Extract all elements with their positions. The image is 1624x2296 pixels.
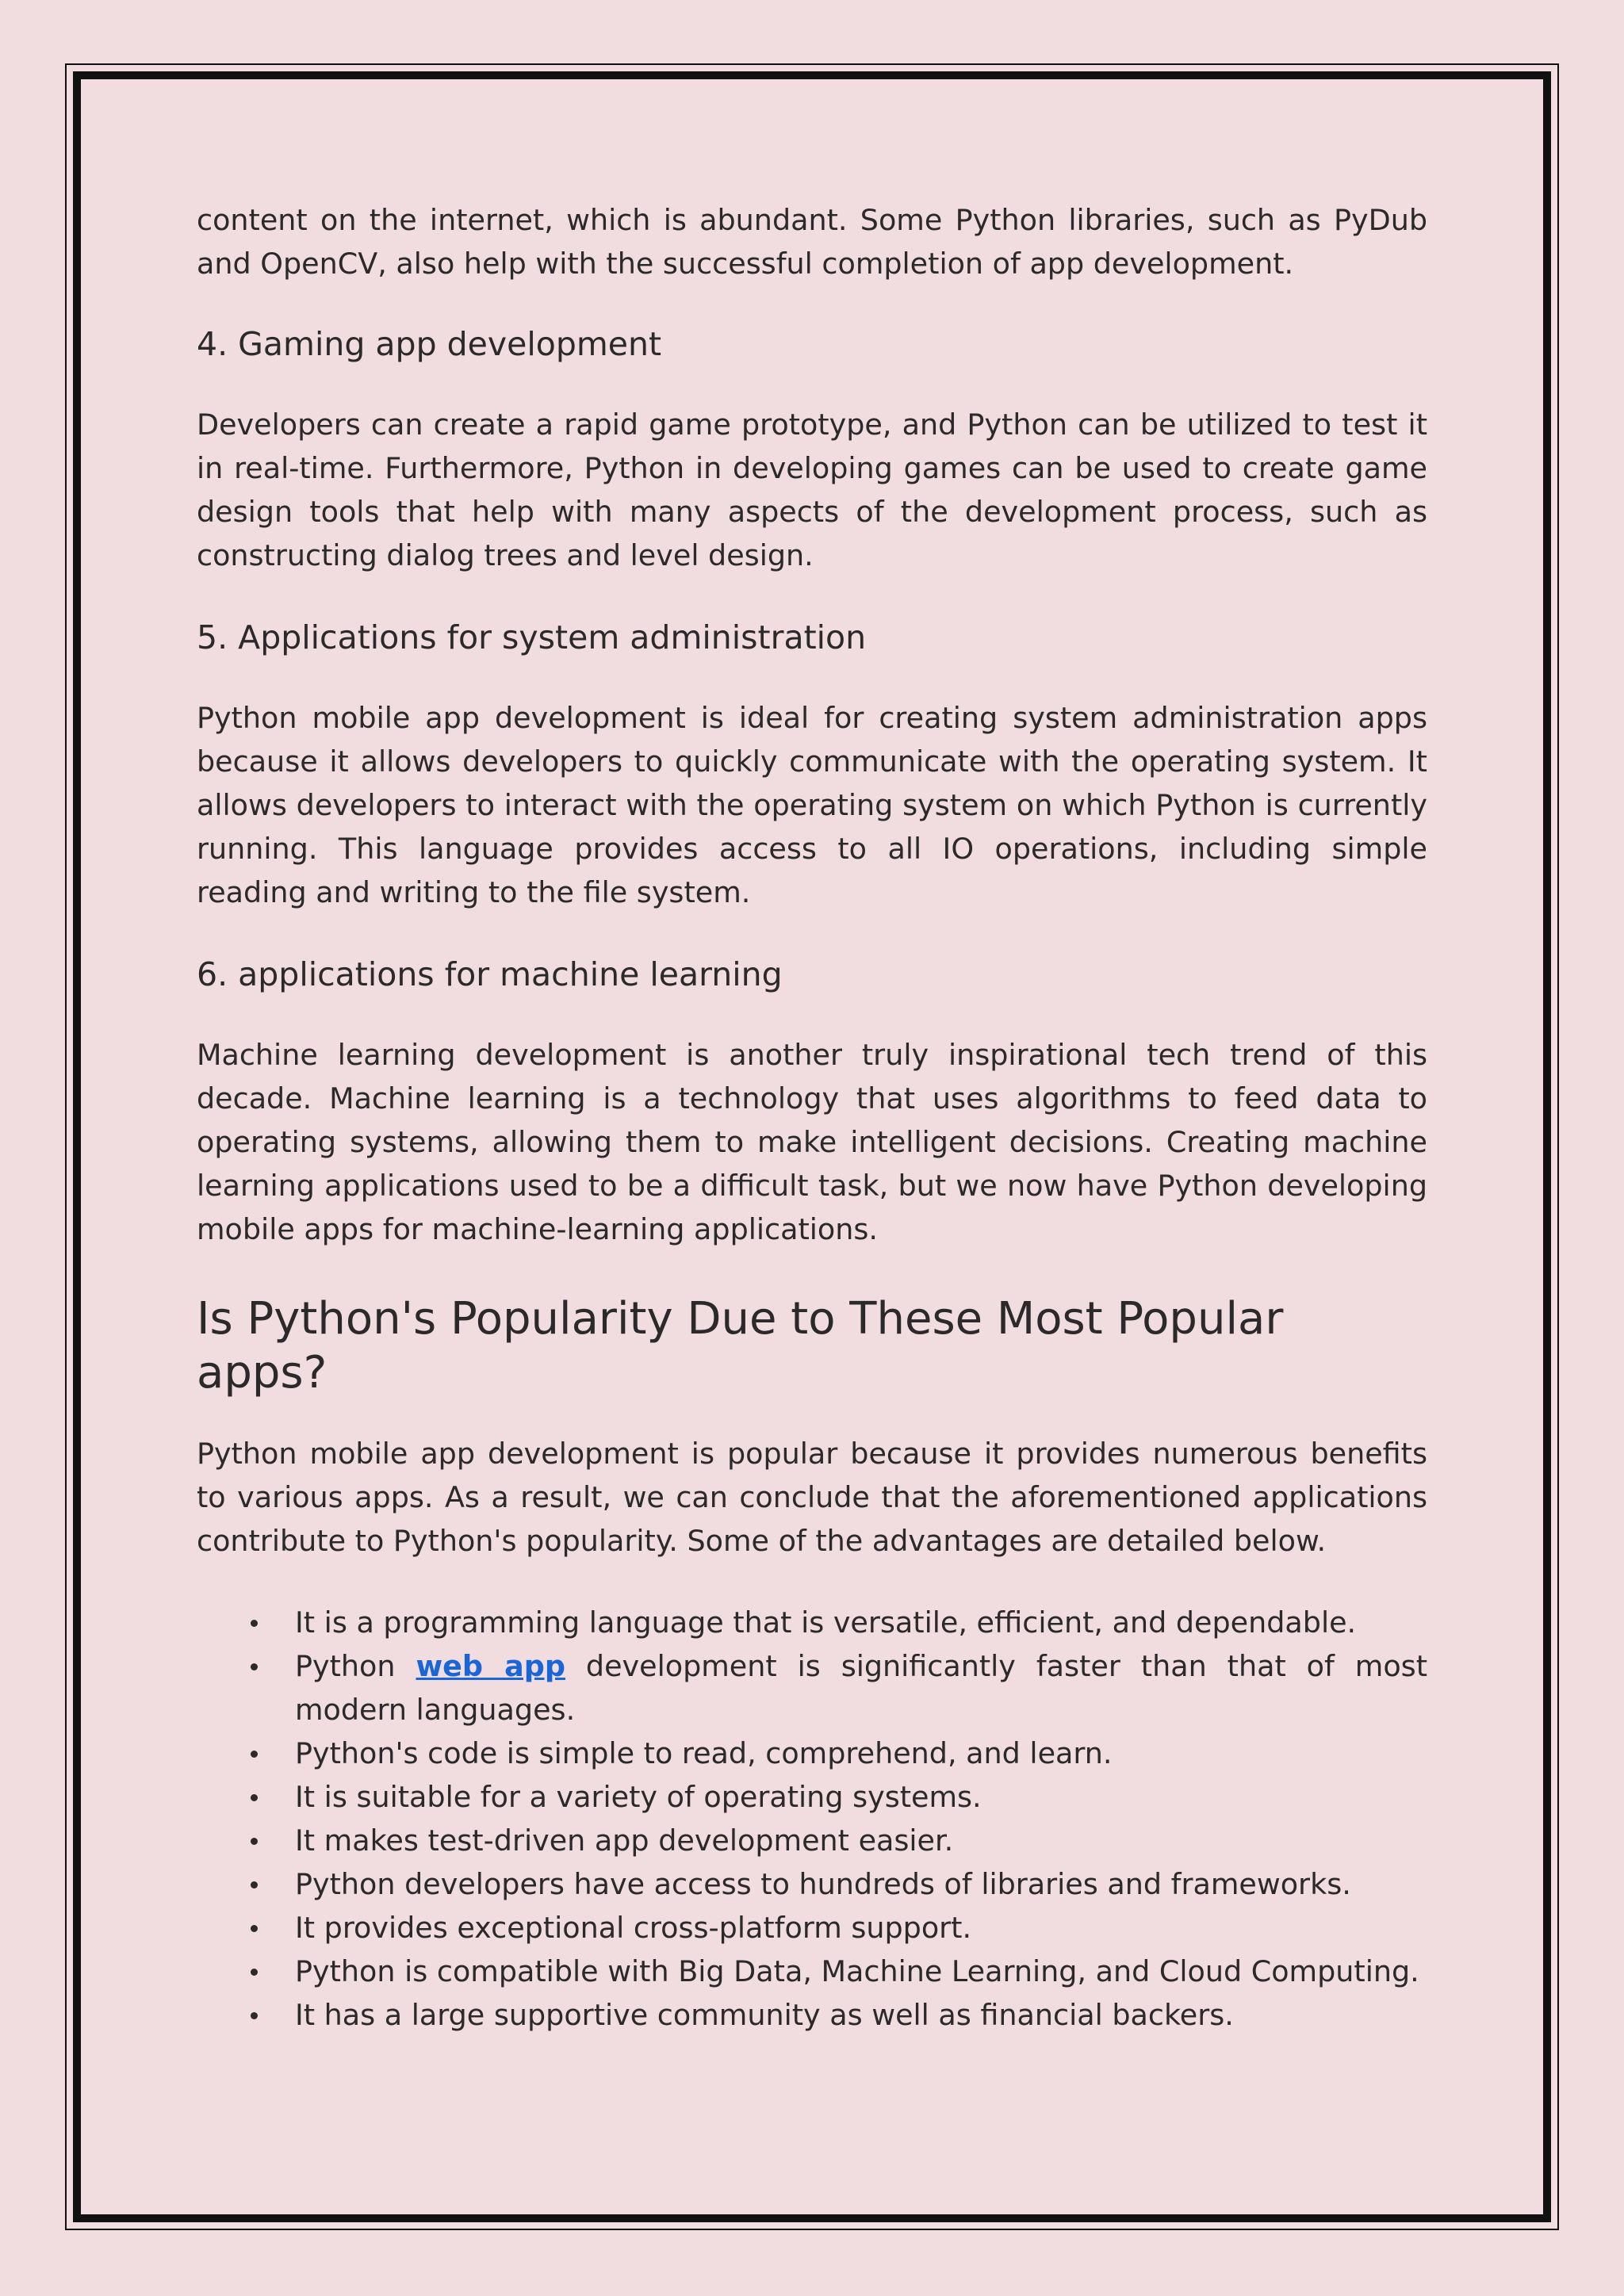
paragraph-system-administration: Python mobile app development is ideal for creating system administration apps because it allows developers to quickly communicate with the operating system. It allows developers to interact with the operating system on which Python is currently running. This language provides access to all IO operations, including simple reading and writing to the file system. [197, 701, 1427, 909]
bullet-icon [251, 1838, 258, 1845]
list-item: It provides exceptional cross-platform support. [197, 1906, 1427, 1950]
paragraph-intro-continuation: content on the internet, which is abundant. Some Python libraries, such as PyDub and OpenCV, also help with the successful completion of app development. [197, 203, 1427, 281]
list-item: Python's code is simple to read, comprehend, and learn. [197, 1732, 1427, 1775]
paragraph-popularity: Python mobile app development is popular because it provides numerous benefits to various apps. As a result, we can conclude that the aforementioned applications contribute to Python's popularity. Some of the advantages are detailed below. [197, 1437, 1427, 1558]
list-item: It has a large supportive community as well as financial backers. [197, 1993, 1427, 2037]
bullet-icon [251, 2012, 258, 2019]
bullet-icon [251, 1925, 258, 1932]
advantages-list [197, 1601, 1427, 2037]
bullet-icon [251, 1969, 258, 1976]
bullet-icon [251, 1751, 258, 1758]
heading-gaming-app-development: 4. Gaming app development [197, 325, 662, 363]
web-app-link[interactable]: web app [416, 1649, 565, 1683]
heading-python-popularity: Is Python's Popularity Due to These Most Popular apps? [197, 1293, 1284, 1399]
bullet-icon [251, 1794, 258, 1801]
bullet-icon [251, 1663, 258, 1670]
bullet-icon [251, 1881, 258, 1888]
bullet-icon [251, 1620, 258, 1627]
list-item: Python is compatible with Big Data, Machine Learning, and Cloud Computing. [197, 1950, 1427, 1993]
list-item: It is a programming language that is versatile, efficient, and dependable. [197, 1601, 1427, 1644]
heading-system-administration: 5. Applications for system administration [197, 618, 867, 656]
paragraph-gaming: Developers can create a rapid game prototype, and Python can be utilized to test it in real-time. Furthermore, Python in developing games can be used to create game design tools that help with many aspects of the development process, such as constructing dialog trees and level design. [197, 408, 1427, 572]
document-body [197, 198, 1427, 2037]
heading-machine-learning: 6. applications for machine learning [197, 955, 783, 993]
list-item: It makes test-driven app development easier. [197, 1819, 1427, 1862]
list-item: Python web app development is significantly faster than that of most modern languages. [197, 1644, 1427, 1732]
paragraph-machine-learning: Machine learning development is another truly inspirational tech trend of this decade. Machine learning is a technology that uses algorithms to feed data to operating systems, allowing them to make intelligent decisions. Creating machine learning applications used to be a difficult task, but we now have Python developing mobile apps for machine-learning applications. [197, 1038, 1427, 1246]
list-item: It is suitable for a variety of operating systems. [197, 1775, 1427, 1819]
list-item: Python developers have access to hundreds of libraries and frameworks. [197, 1862, 1427, 1906]
